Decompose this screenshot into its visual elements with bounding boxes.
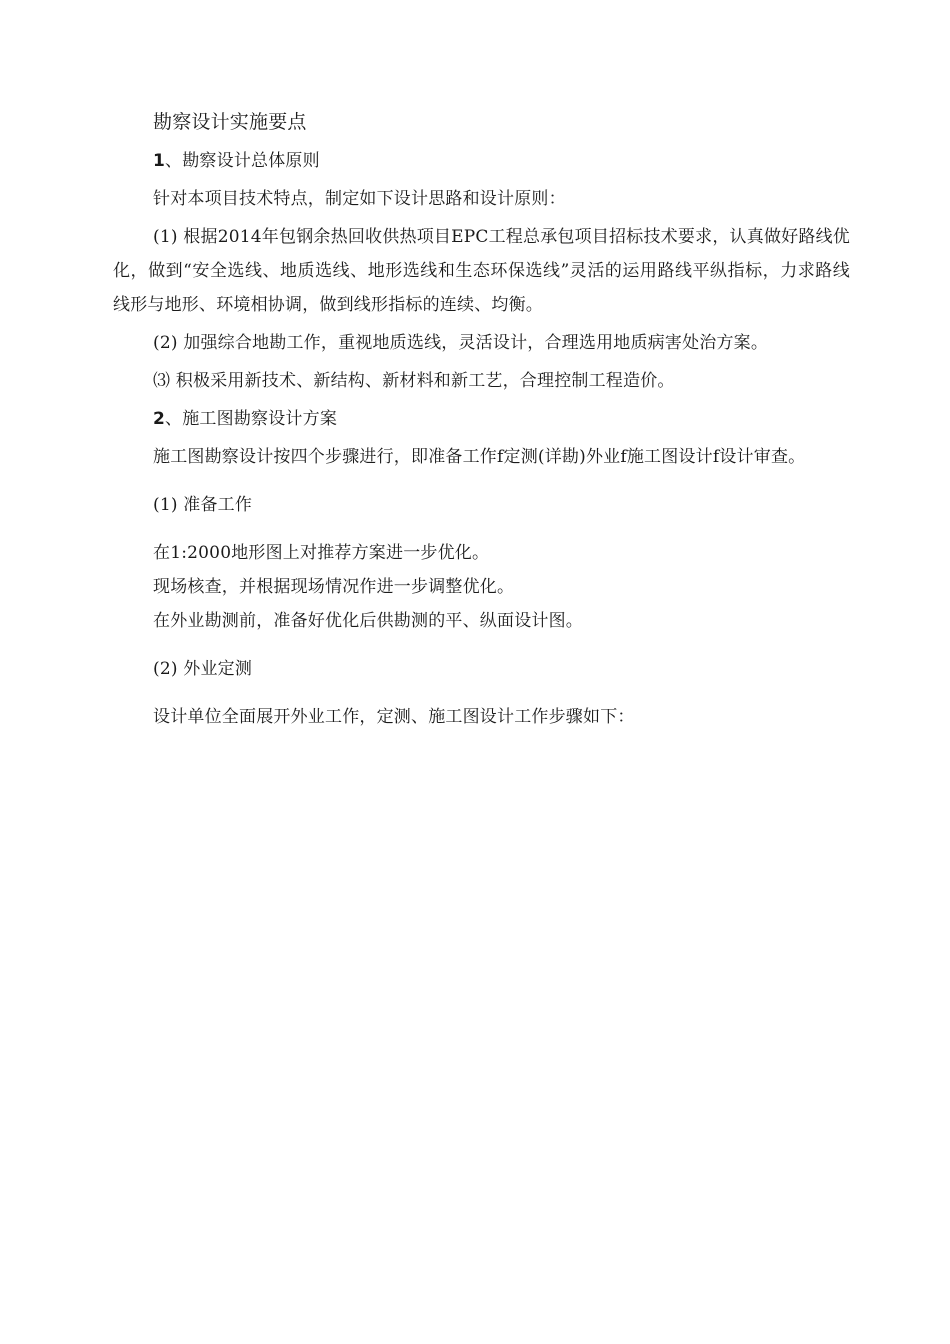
section-1-item-2: (2) 加强综合地勘工作，重视地质选线，灵活设计，合理选用地质病害处治方案。 xyxy=(153,333,769,353)
section-2-number: 2 xyxy=(153,409,166,429)
section-1-heading-text: 、勘察设计总体原则 xyxy=(165,151,320,171)
step-2-title: (2) 外业定测 xyxy=(153,659,253,679)
step-1-line-3: 在外业勘测前，准备好优化后供勘测的平、纵面设计图。 xyxy=(153,611,583,631)
section-1-item-1: (1) 根据2014年包钢余热回收供热项目EPC工程总承包项目招标技术要求，认真做好路线优化，做到“安全选线、地质选线、地形选线和生态环保选线”灵活的运用路线平纵指标，力求路线线形与地形、环境相协调，做到线形指标的连续、均衡。 xyxy=(113,227,850,315)
section-1-intro: 针对本项目技术特点，制定如下设计思路和设计原则： xyxy=(153,189,566,209)
step-1-line-1: 在1:2000地形图上对推荐方案进一步优化。 xyxy=(153,543,490,563)
section-2-intro: 施工图勘察设计按四个步骤进行，即准备工作f定测(详勘)外业f施工图设计f设计审查。 xyxy=(153,447,806,467)
document-title: 勘察设计实施要点 xyxy=(153,111,307,133)
step-1-line-2: 现场核查，并根据现场情况作进一步调整优化。 xyxy=(153,577,515,597)
section-1-item-3: ⑶ 积极采用新技术、新结构、新材料和新工艺，合理控制工程造价。 xyxy=(153,371,675,391)
section-2-heading xyxy=(113,402,850,436)
document-body xyxy=(113,104,850,734)
step-1-title: (1) 准备工作 xyxy=(153,495,253,515)
step-2-text: 设计单位全面展开外业工作，定测、施工图设计工作步骤如下： xyxy=(153,707,635,727)
section-2-heading-text: 、施工图勘察设计方案 xyxy=(165,409,338,429)
section-1-number: 1 xyxy=(153,151,166,171)
section-1-heading xyxy=(113,144,850,178)
